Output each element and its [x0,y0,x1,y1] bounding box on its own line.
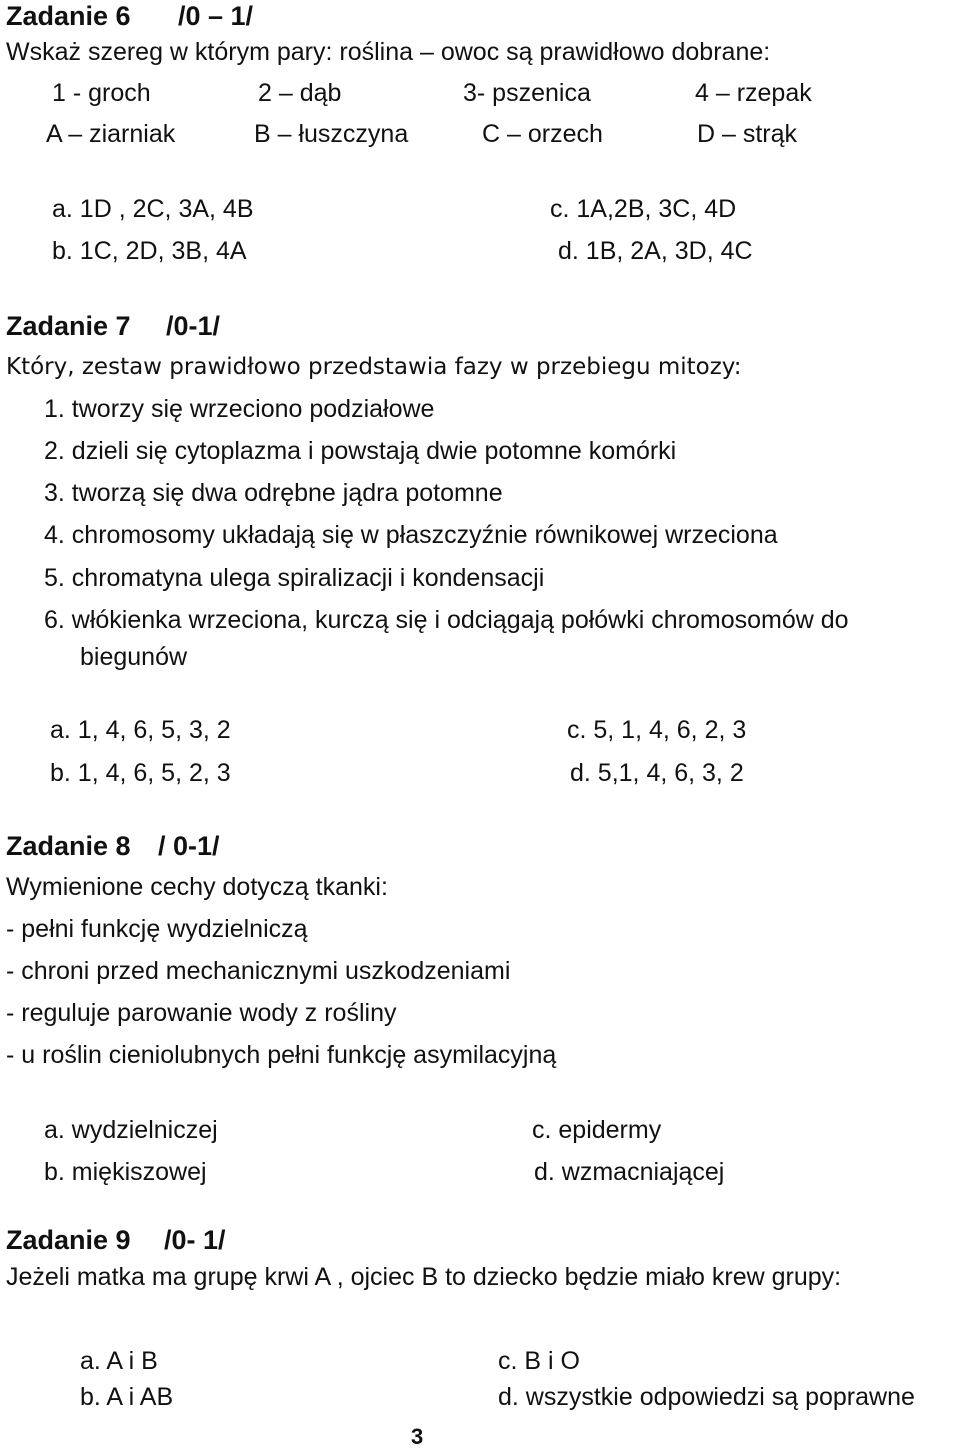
task8-answer-a: a. wydzielniczej [44,1116,218,1144]
task7-answer-d: d. 5,1, 4, 6, 3, 2 [570,759,744,787]
task6-plant-4: 4 – rzepak [695,79,812,107]
task7-item-5: 5. chromatyna ulega spiralizacji i kondensacji [44,564,545,592]
task6-plant-1: 1 - groch [52,79,151,107]
task7-points: /0-1/ [166,311,221,341]
task7-answer-c: c. 5, 1, 4, 6, 2, 3 [567,716,747,744]
task9-title: Zadanie 9 [6,1225,131,1255]
task8-item-1: - pełni funkcję wydzielniczą [6,915,308,943]
task9-points: /0- 1/ [164,1225,226,1255]
task8-item-4: - u roślin cieniolubnych pełni funkcję asymilacyjną [6,1041,557,1069]
task9-answer-b: b. A i AB [80,1383,174,1411]
task8-answer-c: c. epidermy [532,1116,662,1144]
task6-title: Zadanie 6 [6,1,131,31]
task6-fruit-d: D – strąk [697,120,798,148]
task6-question: Wskaż szereg w którym pary: roślina – owoc są prawidłowo dobrane: [6,38,771,66]
task6-fruit-c: C – orzech [482,120,603,148]
task7-question: Który, zestaw prawidłowo przedstawia fazy w przebiegu mitozy: [6,354,742,380]
task7-item-6: 6. włókienka wrzeciona, kurczą się i odciągają połówki chromosomów do [44,606,849,634]
task7-title: Zadanie 7 [6,311,131,341]
task6-fruit-b: B – łuszczyna [254,120,409,148]
task6-plant-3: 3- pszenica [463,79,591,107]
task7-item-6-continued: biegunów [80,643,188,671]
task9-answer-d: d. wszystkie odpowiedzi są poprawne [498,1383,915,1411]
task8-item-2: - chroni przed mechanicznymi uszkodzeniami [6,957,511,985]
task7-item-4: 4. chromosomy układają się w płaszczyźnie równikowej wrzeciona [44,521,778,549]
task6-answer-a: a. 1D , 2C, 3A, 4B [52,195,254,223]
task9-answer-c: c. B i O [498,1347,580,1375]
task9-question: Jeżeli matka ma grupę krwi A , ojciec B to dziecko będzie miało krew grupy: [6,1263,842,1291]
task7-answer-b: b. 1, 4, 6, 5, 2, 3 [50,759,231,787]
task6-plant-2: 2 – dąb [258,79,342,107]
task8-title: Zadanie 8 [6,831,131,861]
page-number: 3 [411,1424,424,1449]
task7-item-3: 3. tworzą się dwa odrębne jądra potomne [44,479,503,507]
task9-answer-a: a. A i B [80,1347,158,1375]
task7-item-2: 2. dzieli się cytoplazma i powstają dwie potomne komórki [44,437,677,465]
task7-answer-a: a. 1, 4, 6, 5, 3, 2 [50,716,231,744]
task6-answer-b: b. 1C, 2D, 3B, 4A [52,237,247,265]
task8-points: / 0-1/ [158,831,220,861]
task8-item-3: - reguluje parowanie wody z rośliny [6,999,397,1027]
task6-answer-c: c. 1A,2B, 3C, 4D [550,195,737,223]
task8-answer-d: d. wzmacniającej [534,1158,725,1186]
task6-points: /0 – 1/ [178,1,254,31]
task8-question: Wymienione cechy dotyczą tkanki: [6,873,388,901]
task6-fruit-a: A – ziarniak [46,120,176,148]
task6-answer-d: d. 1B, 2A, 3D, 4C [558,237,753,265]
task7-item-1: 1. tworzy się wrzeciono podziałowe [44,395,435,423]
task8-answer-b: b. miękiszowej [44,1158,207,1186]
